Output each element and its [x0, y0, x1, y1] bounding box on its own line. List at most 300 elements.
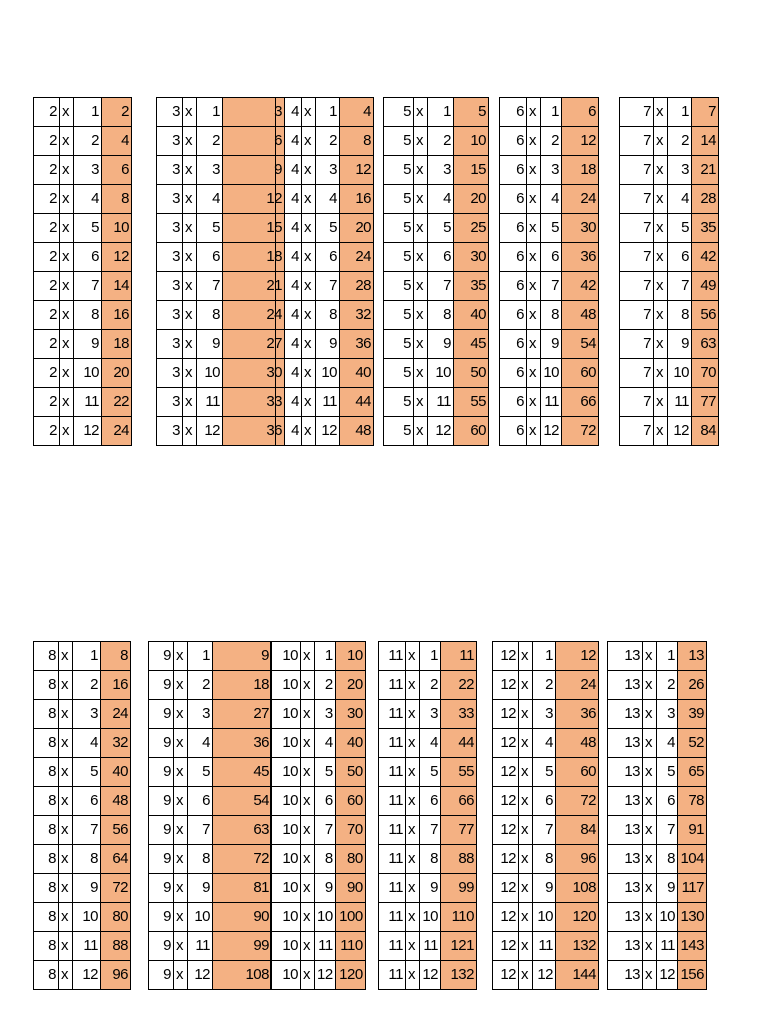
multiplicand-cell: 5 [384, 98, 414, 127]
multiplier-cell: 9 [73, 874, 101, 903]
product-cell: 8 [340, 127, 374, 156]
multiplier-cell: 2 [73, 671, 101, 700]
operator-cell: x [643, 758, 657, 787]
multiplier-cell: 6 [197, 243, 223, 272]
table-row [384, 388, 489, 417]
table-row [271, 671, 366, 700]
table-row [620, 98, 719, 127]
multiplier-cell: 3 [315, 700, 336, 729]
operator-cell: x [60, 301, 74, 330]
operator-cell: x [406, 845, 420, 874]
table-row [500, 127, 599, 156]
product-cell: 96 [556, 845, 599, 874]
times-table-3 [156, 97, 285, 446]
product-cell: 100 [335, 903, 365, 932]
operator-cell: x [59, 932, 73, 961]
multiplier-cell: 2 [315, 671, 336, 700]
operator-cell: x [174, 961, 188, 990]
operator-cell: x [527, 330, 541, 359]
multiplicand-cell: 9 [149, 787, 174, 816]
product-cell: 12 [562, 127, 599, 156]
multiplicand-cell: 9 [149, 845, 174, 874]
product-cell: 20 [340, 214, 374, 243]
table-row [149, 845, 272, 874]
operator-cell: x [59, 903, 73, 932]
multiplicand-cell: 13 [608, 961, 643, 990]
product-cell: 26 [678, 671, 707, 700]
multiplicand-cell: 12 [493, 729, 519, 758]
operator-cell: x [643, 642, 657, 671]
operator-cell: x [519, 816, 533, 845]
product-cell: 108 [213, 961, 272, 990]
multiplicand-cell: 5 [384, 185, 414, 214]
multiplicand-cell: 2 [34, 388, 60, 417]
product-cell: 25 [454, 214, 489, 243]
table-row [500, 388, 599, 417]
table-row [276, 156, 374, 185]
multiplicand-cell: 7 [620, 214, 654, 243]
multiplier-cell: 12 [74, 417, 102, 446]
multiplicand-cell: 10 [271, 961, 301, 990]
multiplicand-cell: 10 [271, 932, 301, 961]
multiplicand-cell: 11 [379, 932, 406, 961]
multiplier-cell: 5 [74, 214, 102, 243]
multiplicand-cell: 9 [149, 700, 174, 729]
times-table-5 [383, 97, 489, 446]
multiplier-cell: 1 [188, 642, 213, 671]
multiplicand-cell: 5 [384, 388, 414, 417]
product-cell: 21 [692, 156, 719, 185]
product-cell: 80 [101, 903, 131, 932]
table-row [34, 417, 132, 446]
table-row [493, 874, 599, 903]
multiplicand-cell: 13 [608, 642, 643, 671]
multiplicand-cell: 5 [384, 359, 414, 388]
multiplicand-cell: 10 [271, 700, 301, 729]
multiplicand-cell: 2 [34, 243, 60, 272]
product-cell: 36 [562, 243, 599, 272]
product-cell: 4 [340, 98, 374, 127]
product-cell: 14 [102, 272, 132, 301]
product-cell: 81 [213, 874, 272, 903]
operator-cell: x [654, 359, 668, 388]
multiplier-cell: 8 [73, 845, 101, 874]
table-row [149, 874, 272, 903]
operator-cell: x [59, 874, 73, 903]
product-cell: 10 [335, 642, 365, 671]
multiplicand-cell: 4 [276, 388, 302, 417]
product-cell: 16 [101, 671, 131, 700]
multiplier-cell: 4 [73, 729, 101, 758]
multiplicand-cell: 2 [34, 330, 60, 359]
operator-cell: x [519, 932, 533, 961]
operator-cell: x [519, 903, 533, 932]
multiplicand-cell: 11 [379, 874, 406, 903]
product-cell: 24 [556, 671, 599, 700]
table-row [276, 214, 374, 243]
multiplier-cell: 9 [420, 874, 441, 903]
operator-cell: x [59, 700, 73, 729]
product-cell: 12 [340, 156, 374, 185]
multiplicand-cell: 5 [384, 272, 414, 301]
multiplicand-cell: 8 [34, 845, 59, 874]
multiplier-cell: 1 [428, 98, 454, 127]
multiplier-cell: 4 [657, 729, 678, 758]
multiplicand-cell: 2 [34, 417, 60, 446]
multiplier-cell: 7 [541, 272, 562, 301]
operator-cell: x [519, 642, 533, 671]
table-row [608, 845, 707, 874]
operator-cell: x [174, 874, 188, 903]
product-cell: 44 [441, 729, 477, 758]
table-row [34, 185, 132, 214]
multiplier-cell: 8 [533, 845, 556, 874]
product-cell: 9 [223, 156, 285, 185]
table-row [276, 98, 374, 127]
multiplicand-cell: 3 [157, 301, 183, 330]
operator-cell: x [519, 874, 533, 903]
table-row [620, 301, 719, 330]
product-cell: 18 [102, 330, 132, 359]
table-row [493, 642, 599, 671]
operator-cell: x [301, 642, 315, 671]
multiplicand-cell: 6 [500, 301, 527, 330]
product-cell: 30 [454, 243, 489, 272]
multiplier-cell: 1 [73, 642, 101, 671]
table-row [34, 388, 132, 417]
operator-cell: x [59, 758, 73, 787]
operator-cell: x [302, 359, 316, 388]
product-cell: 36 [556, 700, 599, 729]
multiplier-cell: 11 [74, 388, 102, 417]
table-row [608, 671, 707, 700]
multiplicand-cell: 6 [500, 127, 527, 156]
operator-cell: x [59, 642, 73, 671]
table-row [34, 729, 131, 758]
multiplicand-cell: 11 [379, 845, 406, 874]
multiplier-cell: 1 [315, 642, 336, 671]
table-row [276, 330, 374, 359]
times-table-4 [275, 97, 374, 446]
product-cell: 130 [678, 903, 707, 932]
table-row [500, 359, 599, 388]
operator-cell: x [406, 787, 420, 816]
table-row [608, 932, 707, 961]
multiplier-cell: 9 [315, 874, 336, 903]
multiplicand-cell: 6 [500, 417, 527, 446]
table-row [271, 758, 366, 787]
multiplier-cell: 12 [197, 417, 223, 446]
table-row [271, 642, 366, 671]
product-cell: 96 [101, 961, 131, 990]
multiplier-cell: 9 [533, 874, 556, 903]
table-row [620, 214, 719, 243]
multiplicand-cell: 4 [276, 272, 302, 301]
table-row [500, 98, 599, 127]
table-row [34, 874, 131, 903]
table-row [157, 214, 285, 243]
table-row [608, 729, 707, 758]
operator-cell: x [654, 156, 668, 185]
multiplier-cell: 7 [316, 272, 340, 301]
table-row [157, 127, 285, 156]
product-cell: 4 [102, 127, 132, 156]
table-row [34, 671, 131, 700]
operator-cell: x [183, 214, 197, 243]
product-cell: 12 [102, 243, 132, 272]
operator-cell: x [183, 272, 197, 301]
table-row [620, 388, 719, 417]
product-cell: 10 [102, 214, 132, 243]
product-cell: 63 [213, 816, 272, 845]
table-row [34, 243, 132, 272]
multiplicand-cell: 12 [493, 671, 519, 700]
operator-cell: x [174, 787, 188, 816]
times-table-11 [378, 641, 477, 990]
multiplicand-cell: 12 [493, 816, 519, 845]
table-row [379, 874, 477, 903]
table-row [34, 214, 132, 243]
table-row [493, 671, 599, 700]
table-row [379, 700, 477, 729]
operator-cell: x [183, 185, 197, 214]
multiplicand-cell: 4 [276, 214, 302, 243]
multiplier-cell: 9 [541, 330, 562, 359]
operator-cell: x [643, 874, 657, 903]
operator-cell: x [643, 961, 657, 990]
multiplicand-cell: 3 [157, 388, 183, 417]
multiplier-cell: 10 [73, 903, 101, 932]
product-cell: 72 [213, 845, 272, 874]
table-row [149, 903, 272, 932]
operator-cell: x [302, 417, 316, 446]
product-cell: 72 [562, 417, 599, 446]
product-cell: 66 [562, 388, 599, 417]
operator-cell: x [174, 758, 188, 787]
table-row [149, 642, 272, 671]
operator-cell: x [414, 214, 428, 243]
table-row [271, 816, 366, 845]
product-cell: 44 [340, 388, 374, 417]
table-row [157, 417, 285, 446]
multiplicand-cell: 4 [276, 417, 302, 446]
product-cell: 7 [692, 98, 719, 127]
multiplier-cell: 11 [197, 388, 223, 417]
table-row [384, 127, 489, 156]
multiplicand-cell: 12 [493, 874, 519, 903]
product-cell: 54 [562, 330, 599, 359]
product-cell: 30 [223, 359, 285, 388]
multiplier-cell: 10 [541, 359, 562, 388]
multiplicand-cell: 4 [276, 127, 302, 156]
multiplier-cell: 11 [315, 932, 336, 961]
multiplier-cell: 5 [315, 758, 336, 787]
product-cell: 48 [556, 729, 599, 758]
operator-cell: x [60, 127, 74, 156]
table-row [34, 359, 132, 388]
operator-cell: x [654, 127, 668, 156]
operator-cell: x [414, 301, 428, 330]
multiplicand-cell: 10 [271, 816, 301, 845]
multiplier-cell: 8 [74, 301, 102, 330]
operator-cell: x [302, 330, 316, 359]
product-cell: 6 [562, 98, 599, 127]
product-cell: 12 [556, 642, 599, 671]
multiplier-cell: 9 [316, 330, 340, 359]
multiplier-cell: 6 [73, 787, 101, 816]
product-cell: 64 [101, 845, 131, 874]
operator-cell: x [60, 243, 74, 272]
operator-cell: x [527, 185, 541, 214]
multiplier-cell: 5 [420, 758, 441, 787]
multiplicand-cell: 11 [379, 816, 406, 845]
product-cell: 60 [335, 787, 365, 816]
product-cell: 88 [441, 845, 477, 874]
multiplier-cell: 3 [668, 156, 692, 185]
product-cell: 15 [223, 214, 285, 243]
multiplicand-cell: 6 [500, 330, 527, 359]
multiplier-cell: 2 [541, 127, 562, 156]
multiplicand-cell: 10 [271, 787, 301, 816]
product-cell: 11 [441, 642, 477, 671]
product-cell: 108 [556, 874, 599, 903]
operator-cell: x [654, 214, 668, 243]
operator-cell: x [414, 417, 428, 446]
table-row [157, 301, 285, 330]
multiplier-cell: 6 [657, 787, 678, 816]
operator-cell: x [519, 671, 533, 700]
multiplicand-cell: 9 [149, 642, 174, 671]
table-row [620, 156, 719, 185]
multiplicand-cell: 12 [493, 961, 519, 990]
operator-cell: x [406, 700, 420, 729]
operator-cell: x [519, 729, 533, 758]
operator-cell: x [301, 845, 315, 874]
product-cell: 30 [562, 214, 599, 243]
multiplier-cell: 4 [188, 729, 213, 758]
operator-cell: x [60, 156, 74, 185]
table-row [271, 845, 366, 874]
multiplier-cell: 3 [541, 156, 562, 185]
operator-cell: x [414, 359, 428, 388]
multiplicand-cell: 5 [384, 330, 414, 359]
table-row [157, 243, 285, 272]
multiplicand-cell: 8 [34, 642, 59, 671]
multiplier-cell: 5 [197, 214, 223, 243]
table-row [271, 903, 366, 932]
product-cell: 9 [213, 642, 272, 671]
multiplicand-cell: 5 [384, 127, 414, 156]
product-cell: 45 [454, 330, 489, 359]
product-cell: 40 [340, 359, 374, 388]
multiplier-cell: 4 [74, 185, 102, 214]
multiplier-cell: 6 [188, 787, 213, 816]
multiplier-cell: 10 [315, 903, 336, 932]
multiplicand-cell: 7 [620, 127, 654, 156]
multiplicand-cell: 8 [34, 816, 59, 845]
product-cell: 156 [678, 961, 707, 990]
multiplicand-cell: 12 [493, 758, 519, 787]
table-row [157, 156, 285, 185]
multiplicand-cell: 8 [34, 729, 59, 758]
multiplier-cell: 11 [316, 388, 340, 417]
operator-cell: x [643, 903, 657, 932]
table-row [276, 388, 374, 417]
multiplicand-cell: 5 [384, 156, 414, 185]
multiplier-cell: 5 [668, 214, 692, 243]
product-cell: 42 [562, 272, 599, 301]
table-row [384, 301, 489, 330]
product-cell: 80 [335, 845, 365, 874]
table-row [34, 816, 131, 845]
product-cell: 90 [213, 903, 272, 932]
multiplicand-cell: 7 [620, 185, 654, 214]
table-row [276, 272, 374, 301]
multiplier-cell: 9 [74, 330, 102, 359]
operator-cell: x [59, 845, 73, 874]
multiplier-cell: 2 [74, 127, 102, 156]
multiplier-cell: 3 [197, 156, 223, 185]
operator-cell: x [654, 243, 668, 272]
table-row [493, 845, 599, 874]
product-cell: 120 [556, 903, 599, 932]
multiplicand-cell: 12 [493, 700, 519, 729]
table-row [149, 787, 272, 816]
product-cell: 20 [335, 671, 365, 700]
table-row [276, 127, 374, 156]
multiplicand-cell: 4 [276, 98, 302, 127]
operator-cell: x [643, 729, 657, 758]
multiplicand-cell: 4 [276, 359, 302, 388]
multiplier-cell: 11 [668, 388, 692, 417]
multiplicand-cell: 4 [276, 330, 302, 359]
product-cell: 121 [441, 932, 477, 961]
operator-cell: x [519, 700, 533, 729]
operator-cell: x [527, 98, 541, 127]
table-row [276, 417, 374, 446]
table-row [271, 787, 366, 816]
multiplicand-cell: 3 [157, 417, 183, 446]
multiplicand-cell: 11 [379, 961, 406, 990]
product-cell: 35 [692, 214, 719, 243]
product-cell: 20 [102, 359, 132, 388]
product-cell: 3 [223, 98, 285, 127]
product-cell: 104 [678, 845, 707, 874]
table-row [493, 729, 599, 758]
times-table-10 [270, 641, 366, 990]
table-row [157, 388, 285, 417]
times-table-7 [619, 97, 719, 446]
table-row [157, 272, 285, 301]
multiplier-cell: 2 [657, 671, 678, 700]
table-row [34, 787, 131, 816]
operator-cell: x [302, 156, 316, 185]
table-row [384, 359, 489, 388]
table-row [500, 417, 599, 446]
multiplicand-cell: 3 [157, 185, 183, 214]
multiplicand-cell: 9 [149, 671, 174, 700]
product-cell: 13 [678, 642, 707, 671]
times-table-6 [499, 97, 599, 446]
operator-cell: x [406, 903, 420, 932]
table-row [620, 417, 719, 446]
multiplicand-cell: 13 [608, 845, 643, 874]
multiplicand-cell: 5 [384, 243, 414, 272]
operator-cell: x [183, 301, 197, 330]
table-row [271, 874, 366, 903]
product-cell: 99 [441, 874, 477, 903]
operator-cell: x [302, 388, 316, 417]
